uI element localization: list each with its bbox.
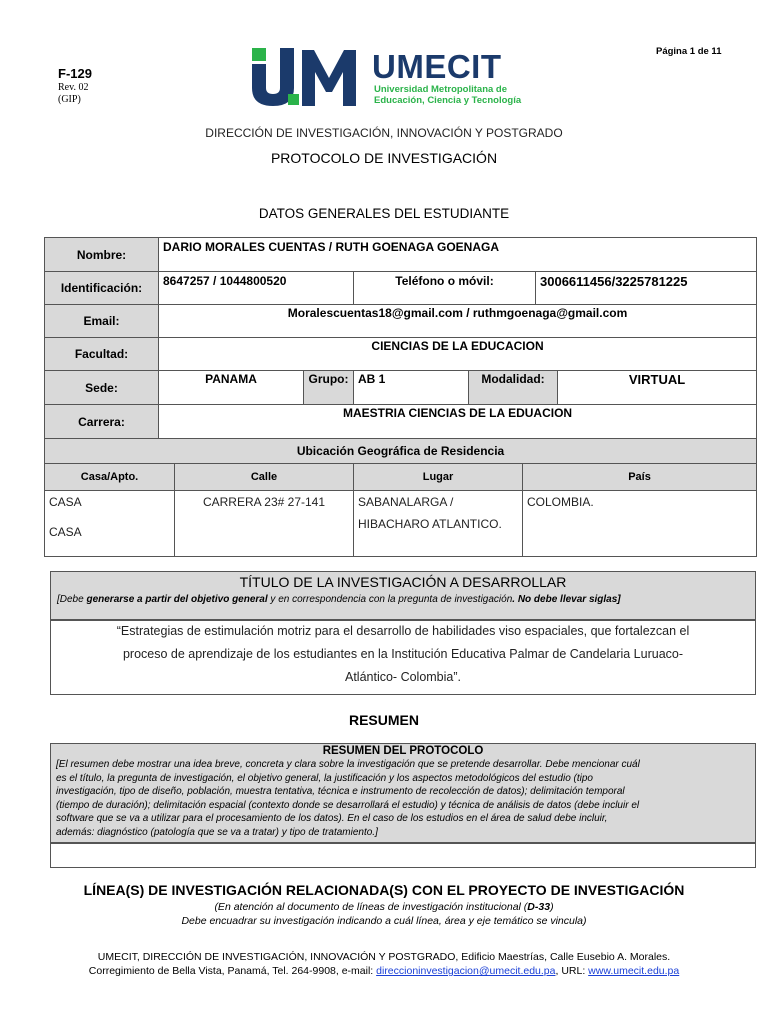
logo-wordmark: UMECIT bbox=[372, 48, 502, 85]
footer-contact-text: Corregimiento de Bella Vista, Panamá, Tel. 264-9908, e-mail: bbox=[88, 965, 377, 977]
instr-part-c: y en correspondencia con la pregunta de investigación bbox=[267, 594, 513, 605]
page-number: Página 1 de 11 bbox=[656, 46, 722, 57]
grupo-field[interactable]: AB 1 bbox=[354, 371, 469, 405]
summary-heading: RESUMEN bbox=[348, 712, 419, 728]
instr-part-a: [Debe bbox=[57, 594, 87, 605]
row-identificacion bbox=[45, 272, 757, 305]
summary-line: además: diagnóstico (patología que se va a tratar) y tipo de tratamiento.] bbox=[56, 826, 378, 838]
revision-label: Rev. 02 bbox=[58, 82, 89, 93]
header-pais: País bbox=[523, 464, 757, 491]
document-title: PROTOCOLO DE INVESTIGACIÓN bbox=[270, 150, 498, 166]
header-lugar: Lugar bbox=[354, 464, 523, 491]
form-code: F-129 bbox=[58, 66, 92, 81]
directorate-heading: DIRECCIÓN DE INVESTIGACIÓN, INNOVACIÓN Y POSTGRADO bbox=[205, 126, 563, 140]
sede-field[interactable]: PANAMA bbox=[159, 371, 304, 405]
note-part-a: (En atención al documento de líneas de investigación institucional ( bbox=[214, 901, 528, 913]
header-calle: Calle bbox=[175, 464, 354, 491]
email-field[interactable]: Moralescuentas18@gmail.com / ruthmgoenaga@gmail.com bbox=[159, 305, 757, 338]
instr-part-d: . No debe llevar siglas] bbox=[512, 594, 621, 605]
location-title: Ubicación Geográfica de Residencia bbox=[45, 439, 757, 464]
umecit-logo bbox=[250, 44, 530, 108]
email-label: Email: bbox=[45, 305, 159, 338]
form-revision bbox=[58, 82, 88, 106]
student-data-table bbox=[44, 237, 757, 439]
summary-field[interactable] bbox=[50, 842, 756, 868]
casa-value-1: CASA bbox=[49, 495, 82, 509]
header-casa: Casa/Apto. bbox=[45, 464, 175, 491]
research-title-line-2: proceso de aprendizaje de los estudiantes en la Institución Educativa Palmar de Candelaria Luruaco- bbox=[122, 647, 684, 661]
nombre-label: Nombre: bbox=[45, 238, 159, 272]
row-nombre bbox=[45, 238, 757, 272]
summary-instructions-box bbox=[50, 743, 756, 844]
casa-value-2: CASA bbox=[49, 525, 82, 539]
row-sede bbox=[45, 371, 757, 405]
summary-line: investigación, tipo de diseño, población, muestra tentativa, técnica e instrumento de recolección de datos); delimitación temporal bbox=[56, 786, 625, 797]
instr-part-b: generarse a partir del objetivo general bbox=[86, 594, 268, 605]
logo-tagline bbox=[374, 84, 521, 106]
lugar-value-1: SABANALARGA / bbox=[358, 495, 454, 509]
location-header-row bbox=[45, 464, 757, 491]
research-title-heading: TÍTULO DE LA INVESTIGACIÓN A DESARROLLAR bbox=[239, 574, 567, 590]
department-code: (GIP) bbox=[58, 94, 81, 105]
summary-line: (tiempo de duración); delimitación espacial (contexto donde se desarrollará el estudio) y técnica de análisis de datos (debe incluir el bbox=[56, 799, 640, 811]
summary-line: software que se va a utilizar para el procesamiento de los datos). En el caso de los estudios en el área de salud debe incluir, bbox=[56, 813, 608, 824]
lugar-value-2: HIBACHARO ATLANTICO. bbox=[358, 517, 502, 531]
calle-cell[interactable]: CARRERA 23# 27-141 bbox=[175, 491, 354, 557]
footer-email-link[interactable]: direccioninvestigacion@umecit.edu.pa bbox=[376, 965, 556, 977]
modalidad-label: Modalidad: bbox=[469, 371, 558, 405]
footer-url-link[interactable]: www.umecit.edu.pa bbox=[588, 965, 680, 977]
residence-location-table bbox=[44, 438, 757, 557]
footer-contact bbox=[0, 964, 768, 978]
logo-tagline-line-2: Educación, Ciencia y Tecnología bbox=[374, 95, 522, 106]
summary-line: [El resumen debe mostrar una idea breve, concreta y clara sobre la investigación que se pretende desarrollar. Debe mencionar cuál bbox=[56, 759, 640, 770]
carrera-label: Carrera: bbox=[45, 405, 159, 439]
research-lines-heading: LÍNEA(S) DE INVESTIGACIÓN RELACIONADA(S) CON EL PROYECTO DE INVESTIGACIÓN bbox=[83, 882, 685, 898]
casa-cell[interactable] bbox=[45, 491, 175, 557]
research-title-field[interactable] bbox=[50, 619, 756, 695]
summary-box-title: RESUMEN DEL PROTOCOLO bbox=[322, 745, 484, 757]
student-section-title: DATOS GENERALES DEL ESTUDIANTE bbox=[258, 206, 510, 221]
footer bbox=[0, 950, 768, 978]
modalidad-field[interactable]: VIRTUAL bbox=[558, 371, 757, 405]
location-title-row bbox=[45, 439, 757, 464]
sede-label: Sede: bbox=[45, 371, 159, 405]
row-carrera bbox=[45, 405, 757, 439]
research-lines-note bbox=[0, 900, 768, 928]
footer-url-label: , URL: bbox=[555, 965, 589, 977]
research-lines-note-2: Debe encuadrar su investigación indicando a cuál línea, área y eje temático se vincula) bbox=[181, 915, 587, 927]
lugar-cell[interactable] bbox=[354, 491, 523, 557]
telefono-field[interactable]: 3006611456/3225781225 bbox=[536, 272, 757, 305]
pais-cell[interactable]: COLOMBIA. bbox=[523, 491, 757, 557]
note-part-c: ) bbox=[550, 901, 554, 913]
research-title-instructions bbox=[57, 594, 755, 605]
identificacion-field[interactable]: 8647257 / 1044800520 bbox=[159, 272, 354, 305]
summary-instructions bbox=[56, 758, 755, 839]
grupo-label: Grupo: bbox=[304, 371, 354, 405]
research-lines-note-1 bbox=[0, 900, 768, 914]
carrera-field[interactable]: MAESTRIA CIENCIAS DE LA EDUACION bbox=[159, 405, 757, 439]
research-title-header bbox=[50, 571, 756, 621]
nombre-field[interactable]: DARIO MORALES CUENTAS / RUTH GOENAGA GOENAGA bbox=[159, 238, 757, 272]
telefono-label: Teléfono o móvil: bbox=[354, 272, 536, 305]
footer-address: UMECIT, DIRECCIÓN DE INVESTIGACIÓN, INNOVACIÓN Y POSTGRADO, Edificio Maestrías, Calle Eusebio A. Morales. bbox=[97, 951, 671, 963]
research-title-line-1: “Estrategias de estimulación motriz para el desarrollo de habilidades viso espaciales, que fortalezcan el bbox=[116, 624, 690, 638]
research-title-line-3: Atlántico- Colombia”. bbox=[344, 670, 461, 684]
summary-line: es el título, la pregunta de investigación, el objetivo general, la justificación y los aspectos metodológicos del estudio (tipo bbox=[56, 772, 593, 784]
facultad-label: Facultad: bbox=[45, 338, 159, 371]
identificacion-label: Identificación: bbox=[45, 272, 159, 305]
note-doc-code: D-33 bbox=[527, 901, 551, 913]
row-email bbox=[45, 305, 757, 338]
location-data-row bbox=[45, 491, 757, 557]
facultad-field[interactable]: CIENCIAS DE LA EDUCACION bbox=[159, 338, 757, 371]
row-facultad bbox=[45, 338, 757, 371]
logo-tagline-line-1: Universidad Metropolitana de bbox=[374, 84, 508, 95]
